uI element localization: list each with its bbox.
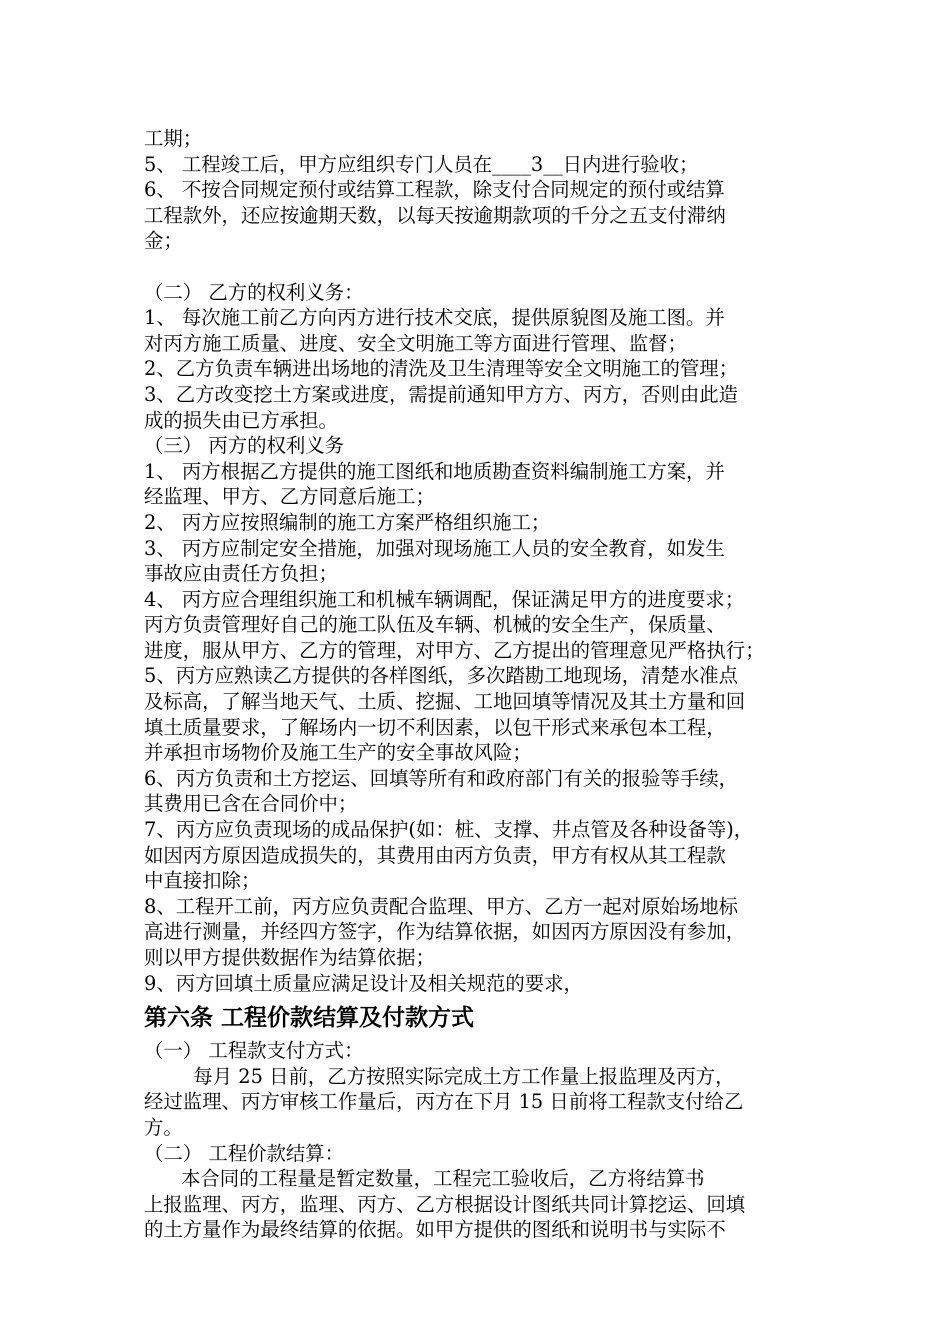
party-c-line: 9、丙方回填土质量应满足设计及相关规范的要求， <box>144 971 583 995</box>
party-c-line: 3、 丙方应制定安全措施，加强对现场施工人员的安全教育，如发生 <box>144 536 725 560</box>
party-c-line: 并承担市场物价及施工生产的安全事故风险； <box>144 741 532 765</box>
item-6-line-3: 金； <box>144 229 183 253</box>
item-5 <box>144 152 812 178</box>
party-c-line: 中直接扣除； <box>144 869 261 893</box>
party-c-line: 7、丙方应负责现场的成品保护(如：桩、支撑、井点管及各种设备等)， <box>144 818 754 842</box>
party-b-line: 3、乙方改变挖土方案或进度，需提前通知甲方方、丙方，否则由此造 <box>144 382 739 406</box>
party-c-line: 其费用已含在合同价中； <box>144 792 358 816</box>
party-c-line: 进度，服从甲方、乙方的管理，对甲方、乙方提出的管理意见严格执行； <box>144 638 765 662</box>
payment-method-line: 经过监理、丙方审核工作量后，丙方在下月 15 日前将工程款支付给乙 <box>144 1090 744 1114</box>
settlement-title: （二） 工程价款结算： <box>144 1141 345 1165</box>
party-b-line: 1、 每次施工前乙方向丙方进行技术交底，提供原貌图及施工图。并 <box>144 306 725 330</box>
party-c-line: 1、 丙方根据乙方提供的施工图纸和地质勘查资料编制施工方案，并 <box>144 459 725 483</box>
party-c-line: 及标高，了解当地天气、土质、挖掘、工地回填等情况及其土方量和回 <box>144 690 746 714</box>
party-c-line: 如因丙方原因造成损失的，其费用由丙方负责，甲方有权从其工程款 <box>144 843 726 867</box>
party-b-line: 2、乙方负责车辆进出场地的清洗及卫生清理等安全文明施工的管理； <box>144 357 739 381</box>
item-5-days: ____3__ <box>492 152 563 176</box>
item-6-line-2: 工程款外，还应按逾期天数，以每天按逾期款项的千分之五支付滞纳 <box>144 203 726 227</box>
party-c-line: 经监理、甲方、乙方同意后施工； <box>144 485 435 509</box>
settlement-line: 本合同的工程量是暂定数量，工程完工验收后，乙方将结算书 <box>144 1167 705 1191</box>
party-c-line: 5、丙方应熟读乙方提供的各样图纸，多次踏勘工地现场，清楚水准点 <box>144 664 739 688</box>
party-b-title: （二） 乙方的权利义务： <box>144 280 364 304</box>
party-c-line: 高进行测量，并经四方签字，作为结算依据，如因丙方原因没有参加， <box>144 920 746 944</box>
party-c-line: 8、工程开工前，丙方应负责配合监理、甲方、乙方一起对原始场地标 <box>144 894 739 918</box>
document-body <box>144 126 812 1243</box>
settlement-line: 的土方量作为最终结算的依据。如甲方提供的图纸和说明书与实际不 <box>144 1218 726 1242</box>
party-c-line: 事故应由责任方负担； <box>144 562 338 586</box>
blank-line <box>144 254 812 280</box>
party-c-line: 2、 丙方应按照编制的施工方案严格组织施工； <box>144 510 551 534</box>
party-c-line: 则以甲方提供数据作为结算依据； <box>144 946 435 969</box>
party-c-line: 6、丙方负责和土方挖运、回填等所有和政府部门有关的报验等手续， <box>144 766 739 790</box>
item-5-prefix: 5、 工程竣工后，甲方应组织专门人员在 <box>144 152 493 176</box>
payment-method-line: 每月 25 日前，乙方按照实际完成土方工作量上报监理及丙方， <box>144 1064 735 1088</box>
party-b-line: 成的损失由已方承担。 <box>144 408 338 432</box>
item-5-suffix: 日内进行验收； <box>562 152 699 176</box>
party-c-line: 填土质量要求，了解场内一切不利因素，以包干形式来承包本工程， <box>144 715 726 739</box>
party-b-line: 对丙方施工质量、进度、安全文明施工等方面进行管理、监督； <box>144 331 687 355</box>
party-c-title: （三） 丙方的权利义务 <box>144 434 345 458</box>
party-c-line: 丙方负责管理好自己的施工队伍及车辆、机械的安全生产，保质量、 <box>144 613 726 637</box>
payment-method-line: 方。 <box>144 1115 183 1139</box>
settlement-line: 上报监理、丙方，监理、丙方、乙方根据设计图纸共同计算挖运、回填 <box>144 1192 746 1216</box>
item-6-line-1: 6、 不按合同规定预付或结算工程款，除支付合同规定的预付或结算 <box>144 178 725 202</box>
party-c-line: 4、 丙方应合理组织施工和机械车辆调配，保证满足甲方的进度要求； <box>144 587 745 611</box>
text-line: 工期； <box>144 127 203 150</box>
article-6-heading: 第六条 工程价款结算及付款方式 <box>144 1005 475 1032</box>
payment-method-title: （一） 工程款支付方式： <box>144 1039 364 1063</box>
